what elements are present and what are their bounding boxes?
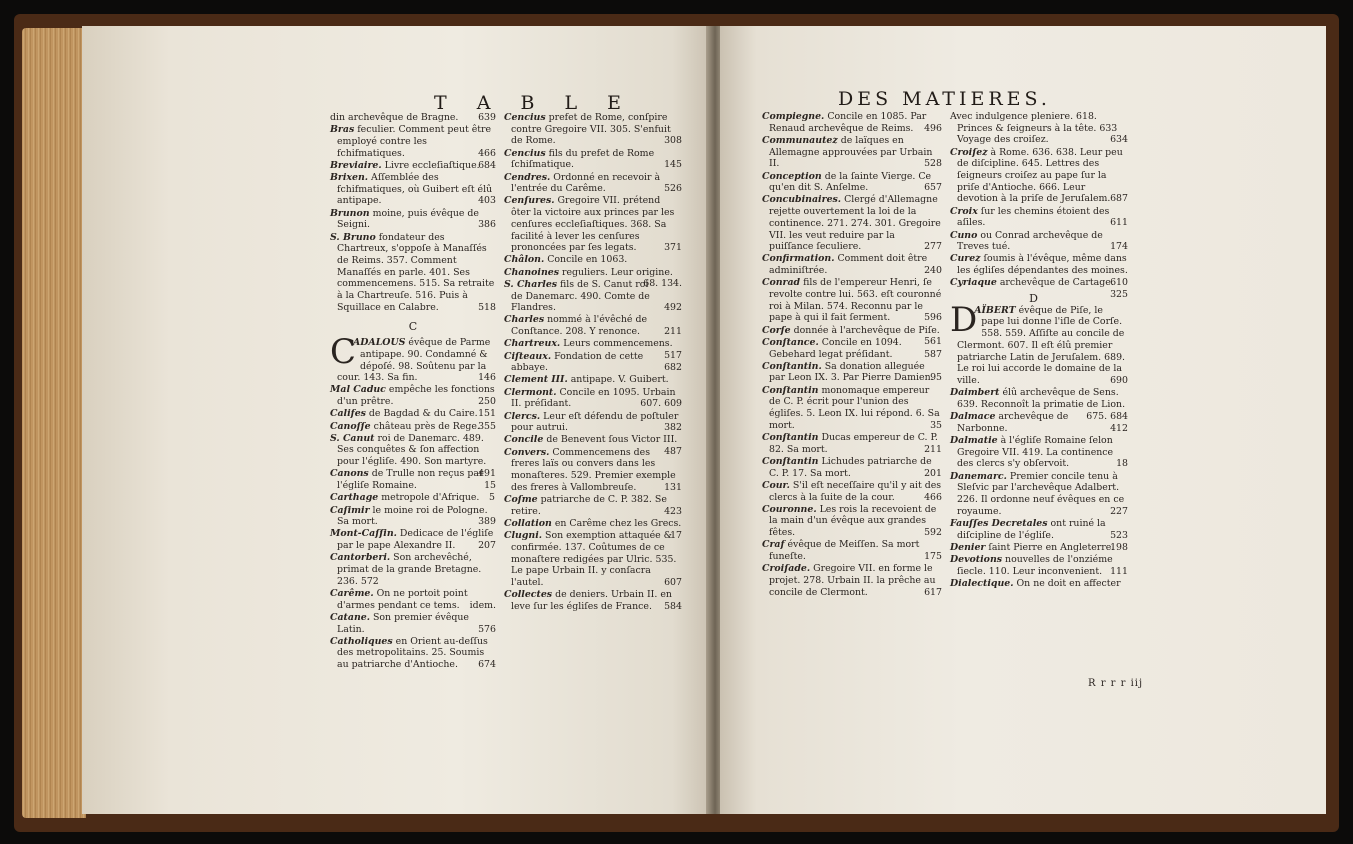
entry-text: antipape. V. Guibert. (570, 374, 669, 386)
entry-headword: Catholiques (330, 635, 393, 647)
entry-page-number: 611 (1110, 217, 1128, 229)
entry-headword: Croiſade. (762, 563, 811, 575)
entry-page-number: 518 (478, 301, 496, 313)
index-entry (330, 552, 496, 587)
entry-page-number: 146 (478, 372, 496, 384)
entry-headword: Conſtance. (762, 336, 819, 348)
index-entry (950, 277, 1128, 301)
index-entry (950, 230, 1128, 253)
index-entry (762, 504, 942, 539)
entry-page-number: 523 (1110, 529, 1128, 541)
entry-page-number: 15 (484, 480, 496, 492)
entry-text: Gregoire VII. prétend ôter la victoire aux princes par les cenſures eccleſiaſtiques. 368. Sa facilité à lever les cenſures prononcées par ſes legats. (511, 195, 675, 254)
entry-headword: Coſme (504, 494, 538, 505)
entry-headword: Cuno (950, 229, 978, 241)
entry-page-number: 111 (1110, 565, 1128, 577)
entry-text: Comment doit être adminiſtrée. (769, 253, 928, 277)
index-entry (330, 124, 496, 159)
entry-text: évêque de Parme antipape. 90. Condamné & dépoſé. 98. Soûtenu par la cour. 143. Sa fin. (337, 337, 491, 384)
entry-headword: Califes (330, 408, 366, 420)
entry-text: en Orient au-deſſus des metropolitains. 25. Soumis au patriarche d'Antioche. (337, 635, 488, 671)
entry-page-number: 403 (478, 195, 496, 207)
entry-headword: Communautez (762, 134, 838, 146)
index-entry (762, 432, 942, 455)
entry-headword: Collation (504, 517, 552, 529)
left-column-1 (330, 112, 496, 671)
entry-text: archevêque de Cartage. (999, 277, 1114, 289)
entry-page-number: 371 (664, 242, 682, 254)
entry-headword: Cenſures. (504, 195, 555, 207)
entry-page-number: 250 (478, 396, 496, 408)
entry-text: élû archevêque de Sens. 639. Reconnoît la primatie de Lion. (957, 387, 1126, 410)
entry-page-number: 496 (924, 122, 942, 134)
entry-text: empêche les fonctions d'un prêtre. (337, 384, 495, 408)
entry-text: Concile en 1094. Gebehard legat préſidant. (769, 336, 902, 360)
entry-headword: S. Bruno (330, 231, 376, 243)
index-entry (762, 361, 942, 384)
entry-headword: Convers. (504, 446, 550, 458)
entry-page-number: 386 (478, 219, 496, 231)
entry-page-number: 68. 134. (643, 278, 682, 290)
entry-headword: Mont-Caſſin. (330, 528, 397, 540)
entry-text: Son archevêché, primat de la grande Bretagne. 236. 572 (337, 552, 482, 587)
right-heading: DES MATIERES. (838, 88, 1051, 110)
entry-headword: Conception (762, 170, 822, 182)
index-entry (504, 374, 682, 386)
entry-text: de deniers. Urbain II. en leve ſur les égliſes de France. (511, 589, 672, 612)
entry-page-number: 487 (664, 446, 682, 458)
entry-page-number: 576 (478, 623, 496, 635)
index-entry (330, 588, 496, 611)
entry-text: Avec indulgence pleniere. 618. Princes & ſeigneurs à la tête. 633 Voyage des croiſez. (950, 111, 1118, 146)
entry-text: Clergé d'Allemagne rejette ouvertement la loi de la continence. 271. 274. 301. Gregoire VII. les veut reduire par la puiſſance ſeculiere. (769, 194, 941, 253)
index-entry (950, 578, 1128, 590)
entry-page-number: 35 (930, 419, 942, 431)
entry-page-number: 674 (478, 659, 496, 671)
entry-text: château près de Rege. (373, 420, 480, 432)
entry-text: Fondation de cette abbaye. (511, 350, 644, 374)
entry-headword: Carême. (330, 587, 374, 599)
entry-text: de Trulle non reçus par l'égliſe Romaine. (337, 468, 484, 492)
entry-text: Son premier évêque Latin. (337, 611, 469, 635)
entry-headword: Dalmace (950, 411, 996, 423)
index-entry (504, 494, 682, 517)
entry-headword: Clement III. (504, 374, 568, 386)
index-entry (950, 554, 1128, 577)
index-entry (330, 332, 496, 384)
entry-headword: Devotions (950, 554, 1003, 566)
entry-page-number: 151 (478, 408, 496, 420)
entry-headword: Ciſteaux. (504, 350, 552, 362)
entry-page-number: 584 (664, 600, 682, 612)
entry-page-number: 596 (924, 312, 942, 324)
index-entry (504, 148, 682, 171)
entry-headword: Conſtantin (762, 431, 819, 443)
entry-page-number: 355 (478, 420, 496, 432)
entry-headword: Clermont. (504, 386, 557, 398)
right-column-2 (950, 111, 1128, 590)
section-letter-d: D (1029, 292, 1038, 306)
entry-text: S'il eſt neceſſaire qu'il y ait des clercs à la ſuite de la cour. (769, 479, 942, 503)
drop-cap: D (950, 299, 978, 340)
index-entry (504, 314, 682, 337)
entry-text: ou Conrad archevêque de Treves tué. (957, 229, 1103, 253)
entry-text: Son exemption attaquée & confirmée. 137. Coûtumes de ce monaſtere redigées par Ulric. 535. Le pape Urbain II. y conſacra l'autel. (511, 530, 677, 588)
entry-headword: Denier (950, 541, 986, 553)
entry-text: de la ſainte Vierge. Ce qu'en dit S. Anſelme. (769, 170, 932, 194)
index-entry (330, 160, 496, 172)
entry-page-number: 308 (664, 135, 682, 147)
index-entry (950, 542, 1128, 554)
entry-headword: Caſimir (330, 504, 370, 516)
index-entry (950, 206, 1128, 229)
entry-page-number: 227 (1110, 505, 1128, 517)
entry-page-number: 145 (664, 159, 682, 171)
entry-headword: Cendres. (504, 171, 551, 183)
entry-page-number: 174 (1110, 241, 1128, 253)
entry-headword: Cencius (504, 147, 546, 159)
left-page (82, 26, 710, 814)
entry-page-number: 240 (924, 265, 942, 277)
entry-text: prefet de Rome, conſpire contre Gregoire VII. 305. S'enfuit de Rome. (511, 112, 671, 147)
entry-headword: ADALOUS (353, 337, 406, 349)
entry-text: Livre eccleſiaſtique. (384, 159, 480, 171)
entry-page-number: 389 (478, 516, 496, 528)
index-entry: Carthage metropole d'Afrique. 5 (330, 492, 495, 504)
index-entry (330, 172, 496, 207)
index-entry (330, 384, 496, 407)
entry-headword: Clercs. (504, 410, 541, 422)
entry-headword: Confirmation. (762, 253, 835, 265)
entry-page-number: 466 (924, 491, 942, 503)
page-edges (22, 28, 86, 818)
index-entry (950, 111, 1128, 146)
entry-page-number: 17 (670, 529, 682, 541)
index-entry (762, 456, 942, 479)
entry-headword: Dialectique. (950, 577, 1014, 589)
entry-headword: Mal Caduc (330, 384, 386, 396)
left-heading: T A B L E (434, 92, 634, 114)
entry-page-number: 617 (924, 586, 942, 598)
entry-page-number: 690 (1110, 374, 1128, 386)
index-entry (504, 112, 682, 147)
entry-headword: Dalmatie (950, 434, 998, 446)
entry-page-number: 675. 684 (1086, 410, 1128, 422)
entry-headword: Cencius (504, 112, 546, 123)
index-entry (330, 468, 496, 491)
entry-text: On ne portoit point d'armes pendant ce tems. (337, 587, 468, 611)
entry-page-number: 18 (1116, 458, 1128, 470)
entry-text: donnée à l'archevêque de Piſe. (793, 324, 940, 336)
entry-headword: Cour. (762, 479, 790, 491)
entry-page-number: idem. (469, 599, 496, 611)
index-entry (330, 528, 496, 551)
entry-text: fils du prefet de Rome ſchiſmatique. (511, 147, 655, 171)
entry-headword: Corſe (762, 324, 791, 336)
entry-page-number: 587 (924, 348, 942, 360)
index-entry (330, 208, 496, 231)
entry-headword: Collectes (504, 589, 553, 601)
index-entry (762, 480, 942, 503)
entry-text: Sa donation alleguée par Leon IX. 3. Par Pierre Damien. (769, 360, 934, 384)
entry-headword: Cantorberi. (330, 552, 391, 564)
entry-text: metropole d'Afrique. (381, 492, 480, 504)
entry-text: Leurs commencemens. (563, 338, 673, 350)
entry-text: feculier. Comment peut être employé contre les fchifmatiques. (337, 124, 492, 159)
entry-headword: S. Charles (504, 278, 558, 290)
entry-page-number: 211 (924, 443, 942, 455)
entry-headword: Cyriaque (950, 277, 997, 289)
index-entry (762, 111, 942, 134)
entry-page-number: 634 (1110, 134, 1128, 146)
entry-headword: Chanoines (504, 266, 560, 278)
entry-headword: Croix (950, 205, 978, 217)
entry-headword: Clugni. (504, 530, 543, 542)
entry-page-number: 607. 609 (640, 398, 682, 410)
entry-headword: Catane. (330, 611, 370, 623)
entry-text: Aſſemblée des fchifmatiques, où Guibert eſt élû antipape. (337, 172, 493, 207)
entry-text: roi de Danemarc. 489. Ses conquêtes & ſon affection pour l'égliſe. 490. Son martyre. (337, 432, 487, 468)
entry-page-number: 492 (664, 302, 682, 314)
index-entry (330, 232, 496, 314)
entry-page-number: 607 (664, 576, 682, 588)
index-entry (504, 589, 682, 612)
entry-headword: Canoſſe (330, 420, 371, 432)
entry-headword: Breviaire. (330, 159, 382, 171)
entry-text: à l'égliſe Romaine ſelon Gregoire VII. 419. La continence des clercs s'y obſervoit. (957, 434, 1114, 470)
index-entry (762, 539, 942, 562)
entry-headword: Concubinaires. (762, 194, 842, 206)
entry-page-number: 687 (1110, 193, 1128, 205)
entry-page-number: 95 (930, 372, 942, 384)
entry-headword: Conſtantin. (762, 360, 822, 372)
entry-text: Concile en 1085. Par Renaud archevêque de Reims. (769, 111, 927, 134)
entry-page-number: 561 (924, 336, 942, 348)
entry-page-number: 277 (924, 241, 942, 253)
entry-text: ſoumis à l'évêque, même dans les égliſes dépendantes des moines. (957, 253, 1128, 277)
entry-headword: Brixen. (330, 172, 369, 184)
entry-headword: Curez (950, 253, 981, 265)
entry-page-number: 412 (1110, 422, 1128, 434)
index-entry (330, 408, 496, 420)
entry-headword: Conſtantin (762, 384, 819, 396)
index-entry (950, 435, 1128, 470)
index-entry (762, 135, 942, 170)
entry-text: de laïques en Allemagne approuvées par Urbain II. (769, 134, 933, 170)
entry-page-number: 610 (1110, 276, 1128, 288)
entry-page-number: 382 (664, 422, 682, 434)
index-entry (762, 253, 942, 276)
entry-text: ſur les chemins étoient des aſiles. (957, 205, 1110, 229)
entry-text: Ordonné en recevoir à l'entrée du Carême. (511, 171, 661, 195)
entry-text: On ne doit en affecter (1016, 577, 1121, 589)
entry-page-number: 592 (924, 527, 942, 539)
entry-text: ſaint Pierre en Angleterre. (988, 541, 1115, 553)
entry-text: le moine roi de Pologne. Sa mort. (337, 504, 488, 528)
entry-headword: Conrad (762, 277, 801, 289)
index-entry (950, 147, 1128, 206)
entry-text: moine, puis évêque de Seigni. (337, 207, 479, 231)
index-entry (762, 277, 942, 324)
entry-page-number: 466 (478, 147, 496, 159)
entry-page-number: 526 (664, 183, 682, 195)
entry-page-number: 207 (478, 540, 496, 552)
entry-page-number: 528 (924, 158, 942, 170)
index-entry (762, 171, 942, 194)
entry-text: ont ruiné la diſcipline de l'égliſe. (957, 517, 1106, 541)
right-column-1 (762, 111, 942, 599)
entry-text: fils de l'empereur Henri, ſe revolte contre lui. 563. eſt couronné roi à Milan. 574. Reconnu par le pape à qui il fait ſerment. (769, 277, 942, 324)
entry-headword: Canons (330, 468, 369, 480)
entry-page-number: 657 (924, 182, 942, 194)
entry-page-number: 198 (1110, 541, 1128, 553)
index-entry (762, 385, 942, 432)
entry-page-number: 639 (478, 112, 496, 123)
entry-page-number: 682 (664, 362, 682, 374)
entry-page-number: 684 (478, 159, 496, 171)
index-entry (504, 387, 682, 410)
entry-page-number: 131 (664, 481, 682, 493)
index-entry (504, 411, 682, 434)
entry-text: de Benevent ſous Victor III. (546, 434, 678, 446)
entry-text: Premier concile tenu à Sleſvic par l'archevêque Adalbert. 226. Il ordonne neuf évêques en ce royaume. (957, 470, 1125, 517)
entry-headword: Châlon. (504, 254, 545, 266)
entry-text: de Bagdad & du Caire. (368, 408, 478, 420)
entry-text: din archevêque de Bragne. (330, 112, 459, 123)
entry-headword: AÏBERT (974, 304, 1016, 316)
entry-headword: Compiegne. (762, 111, 825, 122)
index-entry (950, 299, 1128, 387)
index-entry (504, 447, 682, 494)
section-letter-c: C (408, 320, 418, 334)
entry-headword: Croiſez (950, 146, 988, 158)
entry-text: Dedicace de l'égliſe par le pape Alexandre II. (337, 528, 494, 552)
entry-text: monomaque empereur de C. P. écrit pour l'union des égliſes. 5. Leon IX. lui répond. 6. Sa mort. (769, 384, 940, 431)
index-entry (504, 254, 682, 266)
drop-cap: C (330, 332, 357, 373)
index-entry (330, 421, 496, 433)
entry-headword: Couronne. (762, 503, 817, 515)
entry-text: évêque de Meiſſen. Sa mort funeſte. (769, 539, 920, 563)
index-entry (762, 337, 942, 360)
entry-page-number: 325 (1110, 289, 1128, 301)
index-entry (504, 195, 682, 254)
index-entry (950, 518, 1128, 541)
index-entry (504, 530, 682, 589)
index-entry (504, 172, 682, 195)
entry-page-number: 423 (664, 505, 682, 517)
left-column-2 (504, 112, 682, 613)
entry-headword: Charles (504, 314, 545, 326)
entry-headword: Fauſſes Decretales (950, 517, 1048, 529)
entry-text: archevêque de Narbonne. (957, 411, 1069, 434)
entry-headword: Carthage (330, 492, 379, 504)
entry-page-number: 211 (664, 326, 682, 338)
entry-text: Gregoire VII. en forme le projet. 278. Urbain II. la prêche au concile de Clermont. (769, 563, 936, 598)
index-entry (330, 112, 496, 124)
entry-text: reguliers. Leur origine. (562, 266, 673, 278)
index-entry (504, 351, 682, 374)
entry-text: à Rome. 636. 638. Leur peu de diſcipline. 645. Lettres des ſeigneurs croiſez au pape ſur la priſe d'Antioche. 666. Leur devotion à la priſe de Jeruſalem. (957, 146, 1123, 205)
entry-headword: Brunon (330, 207, 370, 219)
entry-text: Commencemens des freres laïs ou convers dans les monaſteres. 529. Premier exemple des freres à Vallombreuſe. (511, 446, 676, 493)
entry-headword: Bras (330, 124, 355, 136)
entry-text: Ducas empereur de C. P. 82. Sa mort. (769, 431, 938, 455)
entry-text: en Carême chez les Grecs. (554, 517, 682, 529)
signature-mark: R r r r iij (1088, 678, 1144, 689)
entry-page-number: 491 (478, 467, 496, 479)
entry-text: fils de S. Canut roi de Danemarc. 490. Comte de Flandres. (511, 278, 650, 314)
index-entry (762, 563, 942, 598)
entry-page-number: 201 (924, 467, 942, 479)
entry-page-number: 517 (664, 350, 682, 362)
index-entry (950, 471, 1128, 518)
entry-headword: Concile (504, 434, 544, 446)
entry-text: patriarche de C. P. 382. Se retire. (511, 494, 667, 517)
entry-headword: Danemarc. (950, 470, 1007, 482)
entry-text: Les rois la recevoient de la main d'un évêque aux grandes fêtes. (769, 503, 937, 539)
entry-headword: Craf (762, 539, 785, 551)
entry-text: nommé à l'évêché de Conſtance. 208. Y renonce. (511, 314, 647, 338)
index-entry (330, 612, 496, 635)
entry-page-number: 175 (924, 551, 942, 563)
entry-text: Concile en 1095. Urbain II. préſidant. (511, 386, 676, 410)
entry-text: Concile en 1063. (547, 254, 628, 266)
entry-text: Leur eſt défendu de poſtuler pour autrui. (511, 410, 679, 434)
entry-text: fondateur des Chartreux, s'oppoſe à Manaſſés de Reims. 357. Comment Manaſſés en parle. 401. Ses commencemens. 515. Sa retraite à la Chartreuſe. 516. Puis à Squillace en Calabre. (337, 231, 495, 313)
entry-headword: Conſtantin (762, 455, 819, 467)
entry-text: nouvelles de l'onziéme ſiecle. 110. Leur inconvenient. (957, 554, 1113, 577)
index-entry (762, 194, 942, 253)
index-entry (330, 636, 496, 671)
entry-text: évêque de Piſe, le pape lui donne l'iſle de Corſe. 558. 559. Aſſiſte au concile de Clermont. 607. Il eſt élû premier patriarche Latin de Jeruſalem. 689. Le roi lui accorde le domaine de la ville. (957, 304, 1126, 386)
index-entry (330, 505, 496, 528)
entry-text: Lichudes patriarche de C. P. 17. Sa mort. (769, 455, 932, 479)
entry-headword: Daimbert (950, 387, 1000, 399)
right-page (720, 26, 1326, 814)
entry-headword: S. Canut (330, 432, 375, 444)
entry-headword: Chartreux. (504, 338, 561, 350)
